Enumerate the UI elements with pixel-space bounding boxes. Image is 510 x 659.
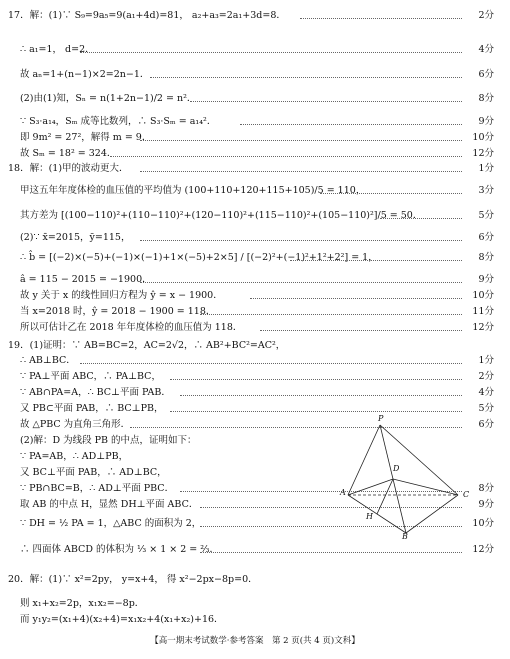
dot-leader <box>170 401 462 412</box>
diagram-vertex-label: B <box>402 532 408 541</box>
diagram-vertex-label: P <box>378 415 384 423</box>
solution-text: 当 x=2018 时，ŷ = 2018 − 1900 = 118． <box>20 306 216 317</box>
dot-leader <box>250 288 462 299</box>
solution-text: ∵ S₃·a₁₄，Sₘ 成等比数列，∴ S₃·Sₘ = a₁₄²． <box>20 116 217 127</box>
score-label: 9分 <box>478 499 494 510</box>
score-label: 2分 <box>478 371 494 382</box>
score-label: 9分 <box>478 116 494 127</box>
solution-text: 20．解：(1)∵ x²=2py， y=x+4， 得 x²−2px−8p=0． <box>8 574 258 585</box>
solution-text: ∵ PA⊥平面 ABC，∴ PA⊥BC， <box>20 371 161 382</box>
solution-line <box>0 91 510 107</box>
diagram-vertex-label: C <box>463 490 470 499</box>
solution-text: (2)∵ x̄=2015，ȳ=115， <box>20 232 131 243</box>
solution-text: 故 Sₘ = 18² = 324． <box>20 148 117 159</box>
solution-text: ∵ AB∩PA=A，∴ BC⊥平面 PAB． <box>20 387 171 398</box>
solution-line <box>0 250 510 266</box>
solution-text: 即 9m² = 27²，解得 m = 9． <box>20 132 152 143</box>
solution-text: 而 y₁y₂=(x₁+4)(x₂+4)=x₁x₂+4(x₁+x₂)+16． <box>20 614 224 625</box>
solution-text: 故 △PBC 为直角三角形． <box>20 419 131 430</box>
solution-text: 取 AB 的中点 H，显然 DH⊥平面 ABC． <box>20 499 199 510</box>
dot-leader <box>190 91 462 102</box>
solution-line <box>0 8 510 24</box>
solution-text: ∴ AB⊥BC． <box>20 355 76 366</box>
score-label: 11分 <box>472 306 494 317</box>
dot-leader <box>140 230 462 241</box>
solution-text: ∴ b̂ = [(−2)×(−5)+(−1)×(−1)+1×(−5)+2×5] / [(−2)²+(−1)²+1²+2²] = 1， <box>20 252 378 263</box>
solution-text: 又 PB⊂平面 PAB，∴ BC⊥PB， <box>20 403 164 414</box>
solution-text: 其方差为 [(100−110)²+(110−110)²+(120−110)²+(115−110)²+(105−110)²]/5 = 50． <box>20 210 423 221</box>
dot-leader <box>320 183 462 194</box>
score-label: 8分 <box>478 252 494 263</box>
solution-text: 18．解：(1)甲的波动更大． <box>8 163 129 174</box>
solution-line <box>0 353 510 369</box>
dot-leader <box>80 353 462 364</box>
diagram-vertex-label: D <box>393 464 400 473</box>
score-label: 10分 <box>472 518 494 529</box>
dot-leader <box>170 369 462 380</box>
diagram-vertex-label: H <box>366 512 373 521</box>
score-label: 5分 <box>478 210 494 221</box>
dot-leader <box>140 161 462 172</box>
score-label: 8分 <box>478 93 494 104</box>
dot-leader <box>80 42 462 53</box>
score-label: 10分 <box>472 132 494 143</box>
diagram-vertex-label: A <box>340 488 346 497</box>
dot-leader <box>150 67 462 78</box>
solution-line <box>0 385 510 401</box>
solution-line <box>0 161 510 177</box>
dot-leader <box>290 250 462 261</box>
tetrahedron-diagram <box>338 415 478 545</box>
score-label: 6分 <box>478 419 494 430</box>
solution-text: ∵ DH = ½ PA = 1，△ABC 的面积为 2， <box>20 518 202 529</box>
solution-line <box>0 612 510 628</box>
solution-text: ∵ PA=AB，∴ AD⊥PB， <box>20 451 129 462</box>
solution-text: 故 y 关于 x 的线性回归方程为 ŷ = x − 1900． <box>20 290 223 301</box>
score-label: 12分 <box>472 148 494 159</box>
solution-text: 又 BC⊥平面 PAB，∴ AD⊥BC， <box>20 467 167 478</box>
dot-leader <box>110 146 462 157</box>
solution-line <box>0 183 510 199</box>
dot-leader <box>140 272 462 283</box>
solution-line <box>0 67 510 83</box>
solution-line <box>0 338 510 354</box>
dot-leader <box>200 304 462 315</box>
dot-leader <box>260 320 462 331</box>
page-footer: 【高一期末考试数学·参考答案 第 2 页(共 4 页)文科】 <box>150 636 360 646</box>
score-label: 12分 <box>472 544 494 555</box>
score-label: 10分 <box>472 290 494 301</box>
solution-line <box>0 304 510 320</box>
score-label: 6分 <box>478 69 494 80</box>
solution-text: (2)由(1)知，Sₙ = n(1+2n−1)/2 = n²． <box>20 93 197 104</box>
score-label: 2分 <box>478 10 494 21</box>
dot-leader <box>140 130 462 141</box>
solution-text: ∵ PB∩BC=B，∴ AD⊥平面 PBC． <box>20 483 175 494</box>
solution-line <box>0 208 510 224</box>
score-label: 5分 <box>478 403 494 414</box>
solution-line <box>0 320 510 336</box>
solution-text: â = 115 − 2015 = −1900． <box>20 274 152 285</box>
solution-line <box>0 42 510 58</box>
solution-line <box>0 114 510 130</box>
solution-line <box>0 230 510 246</box>
solution-text: ∴ a₁=1， d=2． <box>20 44 95 55</box>
solution-text: 17．解：(1)∵ S₉=9a₅=9(a₁+4d)=81， a₂+a₃=2a₁+3d=8． <box>8 10 286 21</box>
dot-leader <box>240 114 462 125</box>
solution-text: 甲这五年年度体检的血压值的平均值为 (100+110+120+115+105)/5 = 110， <box>20 185 366 196</box>
dot-leader <box>300 8 462 19</box>
solution-line <box>0 146 510 162</box>
score-label: 4分 <box>478 44 494 55</box>
score-label: 6分 <box>478 232 494 243</box>
solution-text: 则 x₁+x₂=2p，x₁x₂=−8p． <box>20 598 145 609</box>
solution-text: ∴ 四面体 ABCD 的体积为 ⅓ × 1 × 2 = ⅔． <box>20 544 219 555</box>
score-label: 1分 <box>478 355 494 366</box>
score-label: 3分 <box>478 185 494 196</box>
solution-text: (2)解：D 为线段 PB 的中点，证明如下： <box>20 435 197 446</box>
solution-text: 所以可估计乙在 2018 年年度体检的血压值为 118． <box>20 322 243 333</box>
solution-line <box>0 272 510 288</box>
score-label: 4分 <box>478 387 494 398</box>
dot-leader <box>180 385 462 396</box>
solution-line <box>0 130 510 146</box>
solution-line <box>0 369 510 385</box>
solution-line <box>0 596 510 612</box>
score-label: 1分 <box>478 163 494 174</box>
score-label: 9分 <box>478 274 494 285</box>
solution-line <box>0 572 510 588</box>
solution-line <box>0 288 510 304</box>
dot-leader <box>380 208 462 219</box>
solution-text: 19．(1)证明：∵ AB=BC=2，AC=2√2，∴ AB²+BC²=AC²， <box>8 340 286 351</box>
score-label: 12分 <box>472 322 494 333</box>
score-label: 8分 <box>478 483 494 494</box>
solution-text: 故 aₙ=1+(n−1)×2=2n−1． <box>20 69 150 80</box>
